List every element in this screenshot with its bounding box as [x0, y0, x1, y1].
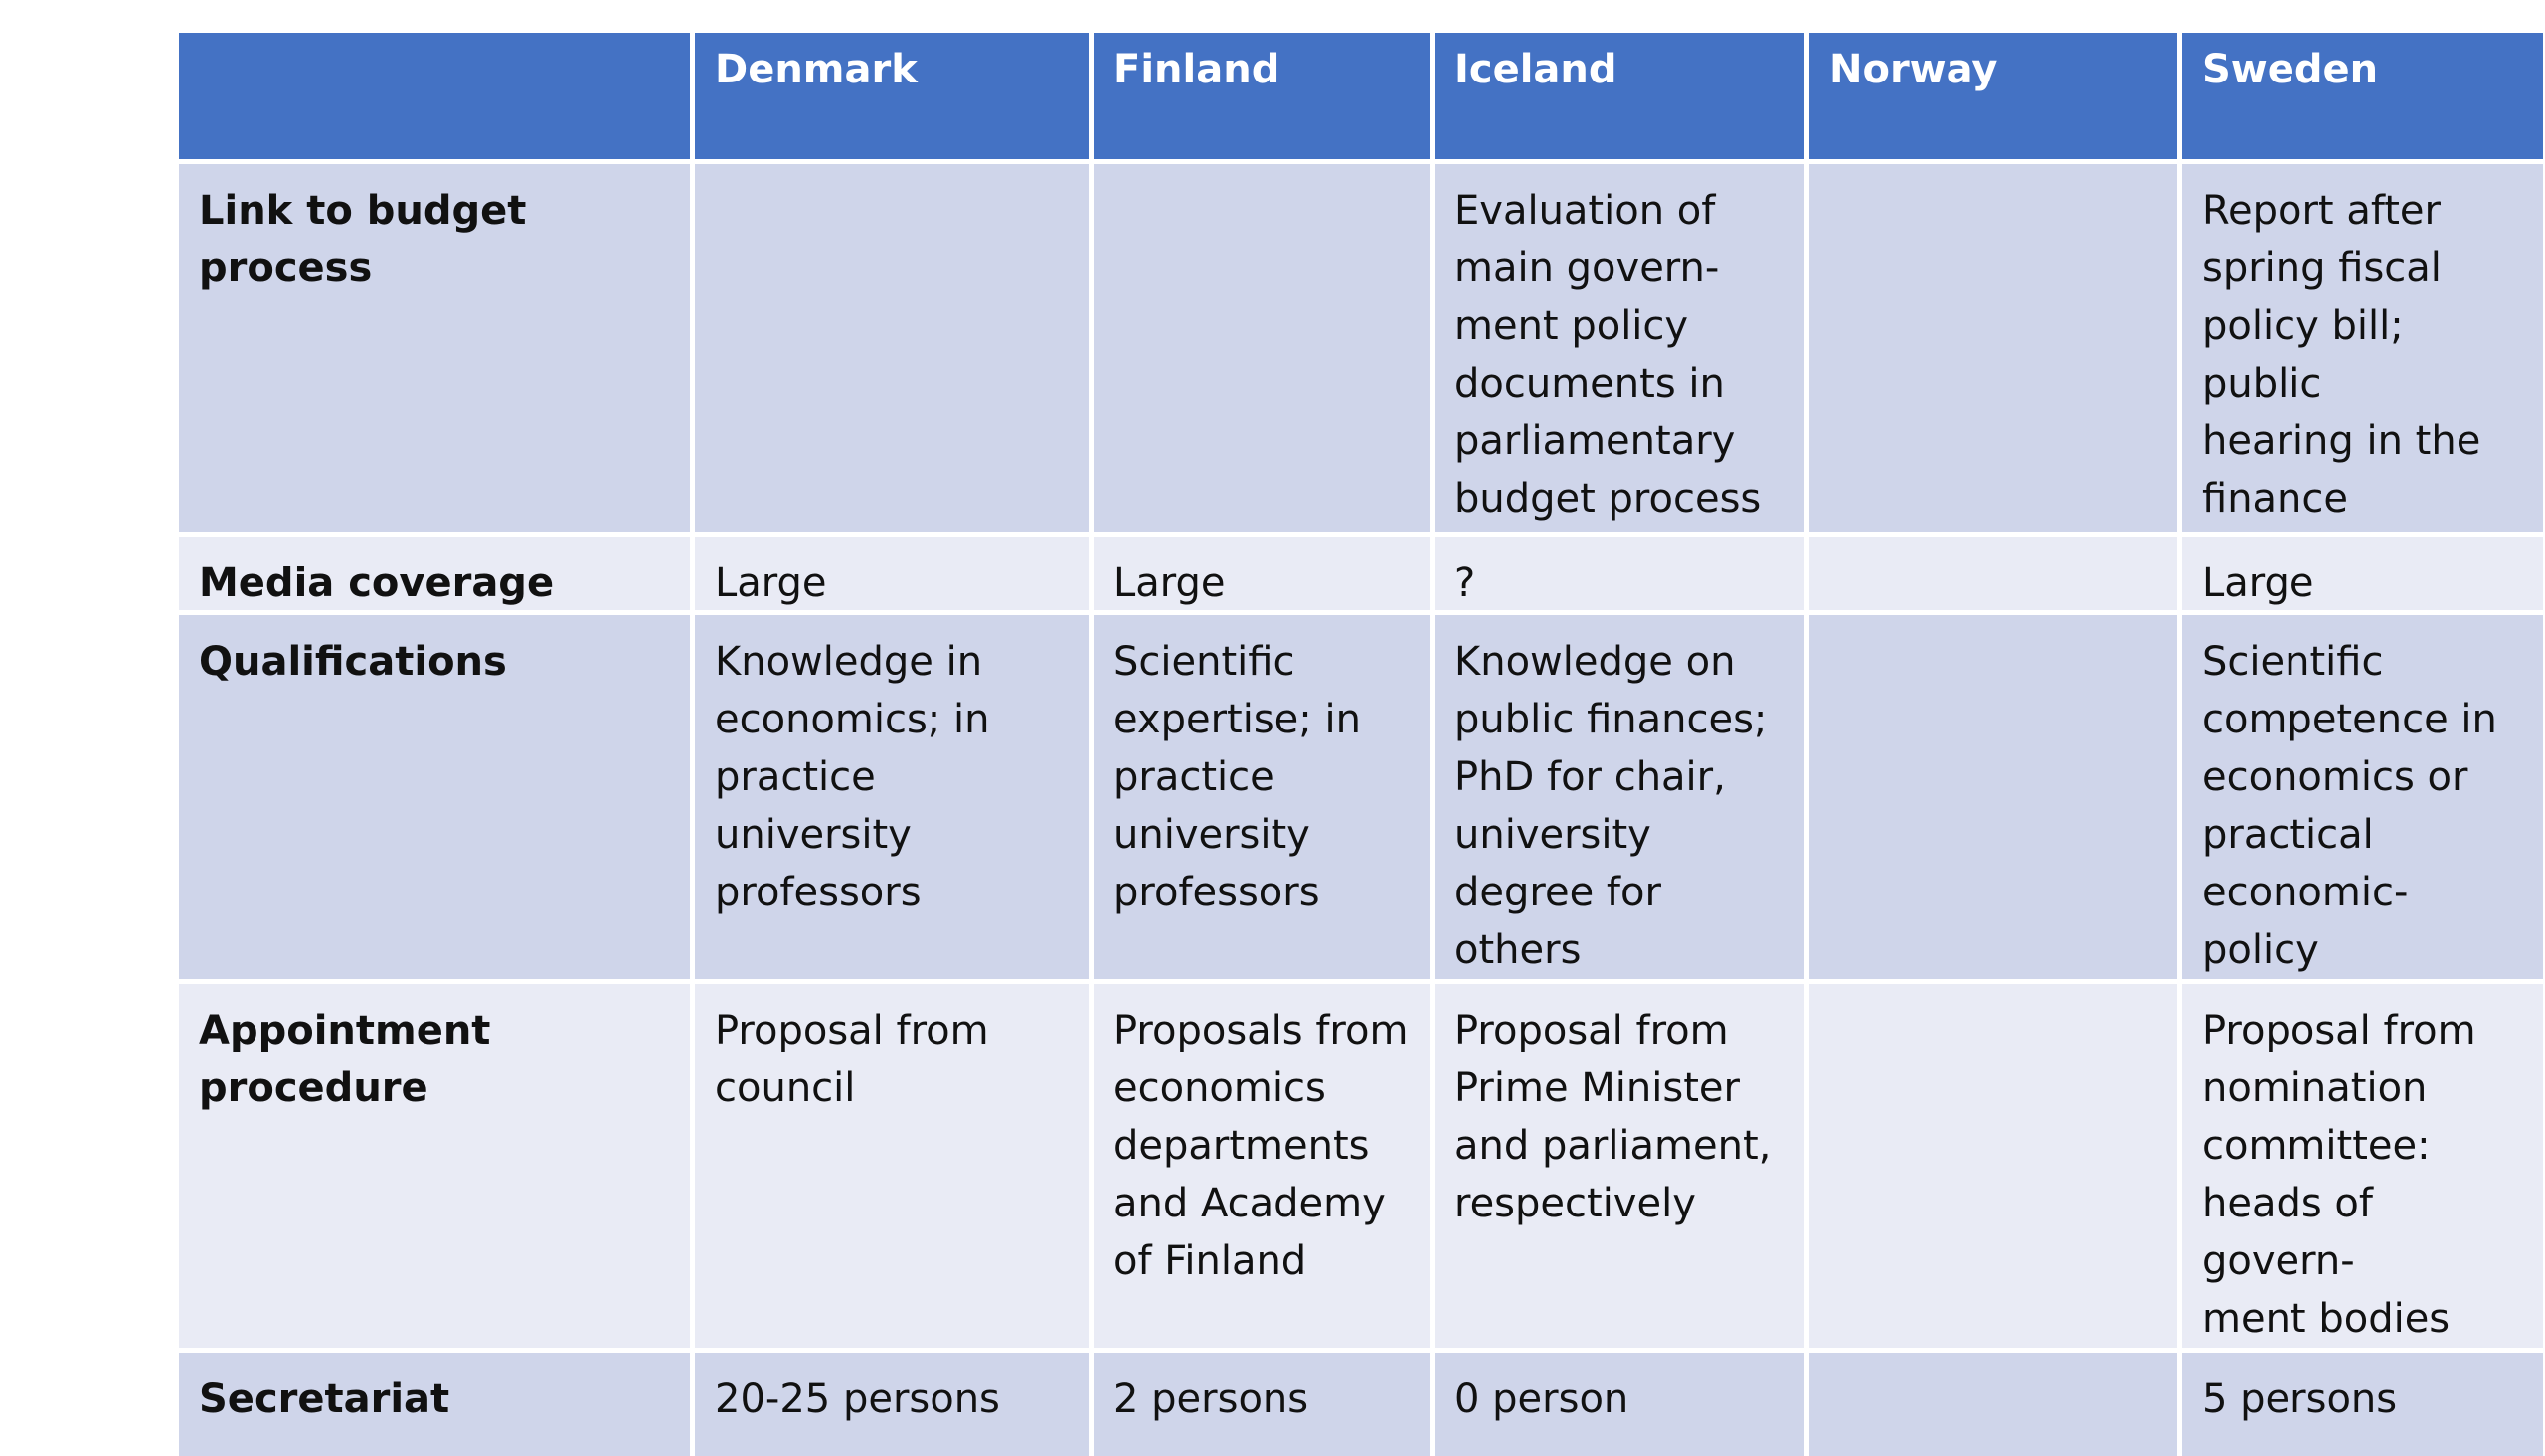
row-label-secretariat: Secretariat	[179, 1353, 690, 1456]
cell-budget-iceland: Evaluation of main govern- ment policy documents in parliamentary budget process	[1435, 164, 1804, 532]
cell-appt-finland: Proposals from economics departments and Academy of Finland	[1094, 984, 1430, 1348]
row-label-qualifications: Qualifications	[179, 615, 690, 979]
row-label-appointment: Appointment procedure	[179, 984, 690, 1348]
cell-qual-iceland: Knowledge on public finances; PhD for chair, university degree for others	[1435, 615, 1804, 979]
cell-media-denmark: Large	[695, 537, 1089, 610]
cell-media-finland: Large	[1094, 537, 1430, 610]
cell-budget-sweden: Report after spring fiscal policy bill; public hearing in the finance	[2182, 164, 2543, 532]
comparison-table	[179, 33, 2518, 1456]
cell-qual-denmark: Knowledge in economics; in practice university professors	[695, 615, 1089, 979]
cell-sec-finland: 2 persons	[1094, 1353, 1430, 1456]
header-iceland: Iceland	[1435, 33, 1804, 159]
header-sweden: Sweden	[2182, 33, 2543, 159]
cell-qual-finland: Scientific expertise; in practice university professors	[1094, 615, 1430, 979]
row-label-media: Media coverage	[179, 537, 690, 610]
cell-appt-sweden: Proposal from nomination committee: heads of govern- ment bodies	[2182, 984, 2543, 1348]
cell-appt-iceland: Proposal from Prime Minister and parliament, respectively	[1435, 984, 1804, 1348]
cell-appt-denmark: Proposal from council	[695, 984, 1089, 1348]
header-corner	[179, 33, 690, 159]
cell-budget-denmark	[695, 164, 1089, 532]
cell-sec-denmark: 20-25 persons	[695, 1353, 1089, 1456]
cell-qual-norway	[1809, 615, 2177, 979]
cell-media-iceland: ?	[1435, 537, 1804, 610]
cell-qual-sweden: Scientific competence in economics or practical economic-policy	[2182, 615, 2543, 979]
cell-appt-norway	[1809, 984, 2177, 1348]
cell-budget-norway	[1809, 164, 2177, 532]
cell-sec-sweden: 5 persons	[2182, 1353, 2543, 1456]
header-denmark: Denmark	[695, 33, 1089, 159]
cell-sec-norway	[1809, 1353, 2177, 1456]
header-norway: Norway	[1809, 33, 2177, 159]
cell-budget-finland	[1094, 164, 1430, 532]
cell-media-sweden: Large	[2182, 537, 2543, 610]
cell-sec-iceland: 0 person	[1435, 1353, 1804, 1456]
cell-media-norway	[1809, 537, 2177, 610]
header-finland: Finland	[1094, 33, 1430, 159]
row-label-budget: Link to budget process	[179, 164, 690, 532]
